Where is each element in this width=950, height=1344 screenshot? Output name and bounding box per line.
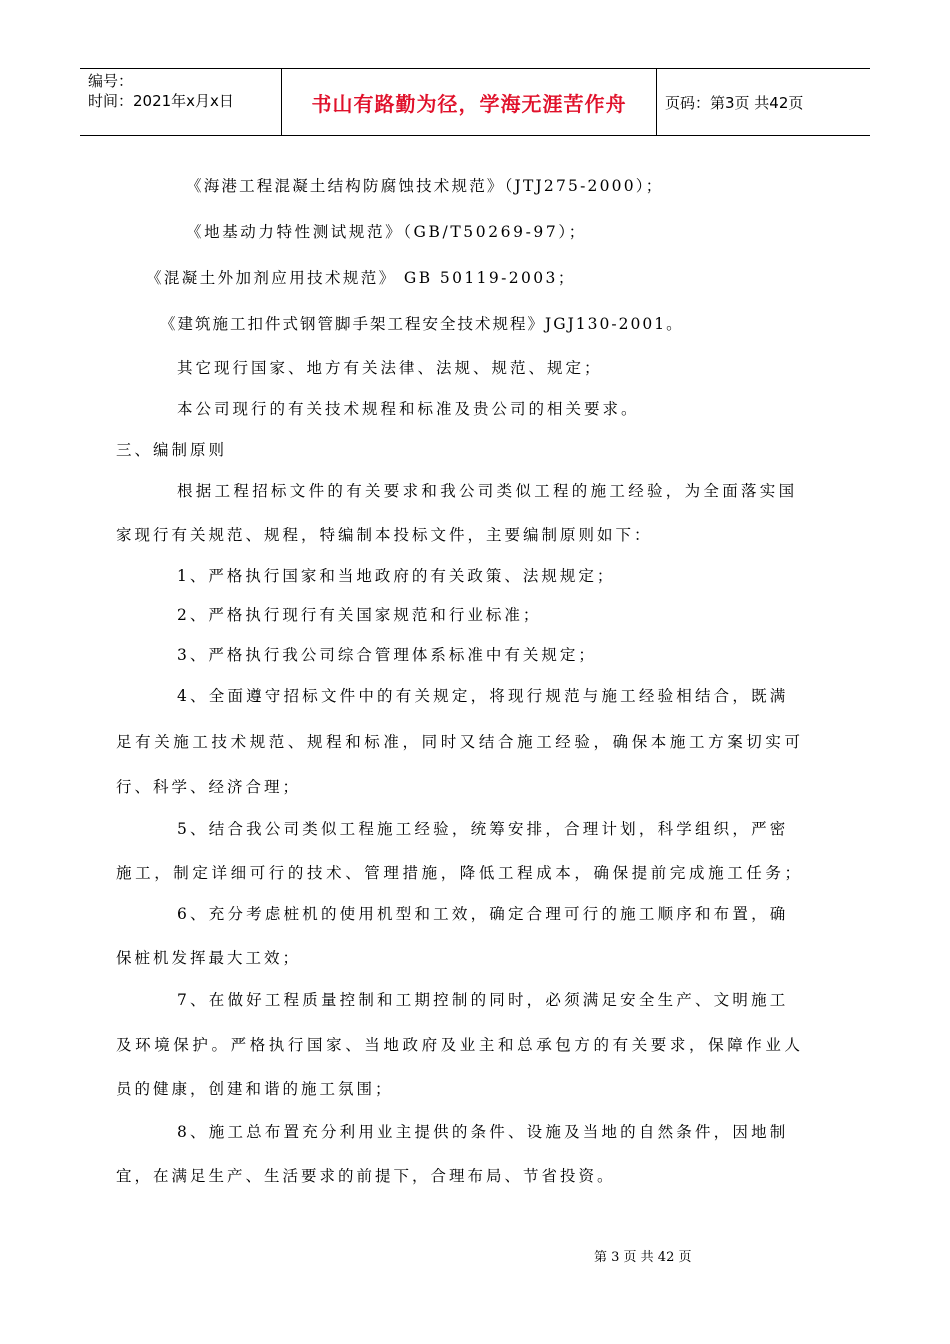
header-page-info: 页码：第3页 共42页 (665, 93, 804, 112)
header-table (80, 68, 870, 136)
body-line: 《海港工程混凝土结构防腐蚀技术规范》（JTJ275-2000）； (186, 177, 664, 195)
body-line: 7、在做好工程质量控制和工期控制的同时，必须满足安全生产、文明施工 (177, 991, 789, 1009)
body-line: 保桩机发挥最大工效； (116, 949, 302, 967)
body-line: 员的健康，创建和谐的施工氛围； (116, 1080, 394, 1098)
number-label: 编号： (88, 72, 134, 90)
body-line: 5、结合我公司类似工程施工经验，统筹安排，合理计划，科学组织，严密 (177, 820, 789, 838)
body-line: 8、施工总布置充分利用业主提供的条件、设施及当地的自然条件，因地制 (177, 1123, 789, 1141)
body-line: 《混凝土外加剂应用技术规范》 GB 50119-2003； (146, 269, 576, 287)
body-line: 4、全面遵守招标文件中的有关规定，将现行规范与施工经验相结合，既满 (177, 687, 789, 705)
body-line: 1、严格执行国家和当地政府的有关政策、法规规定； (177, 567, 616, 585)
body-line: 2、严格执行现行有关国家规范和行业标准； (177, 606, 542, 624)
header-meta-cell (80, 69, 282, 135)
body-line: 《建筑施工扣件式钢管脚手架工程安全技术规程》JGJ130-2001。 (160, 315, 684, 333)
body-line: 及环境保护。严格执行国家、当地政府及业主和总承包方的有关要求，保障作业人 (116, 1036, 804, 1054)
body-line: 本公司现行的有关技术规程和标准及贵公司的相关要求。 (177, 400, 640, 418)
body-line: 足有关施工技术规范、规程和标准，同时又结合施工经验，确保本施工方案切实可 (116, 733, 804, 751)
body-line: 家现行有关规范、规程，特编制本投标文件，主要编制原则如下： (116, 526, 653, 544)
body-line: 根据工程招标文件的有关要求和我公司类似工程的施工经验，为全面落实国 (177, 482, 798, 500)
body-line: 施工，制定详细可行的技术、管理措施，降低工程成本，确保提前完成施工任务； (116, 864, 804, 882)
body-line: 其它现行国家、地方有关法律、法规、规范、规定； (177, 359, 603, 377)
body-line: 6、充分考虑桩机的使用机型和工效，确定合理可行的施工顺序和布置，确 (177, 905, 789, 923)
body-line: 3、严格执行我公司综合管理体系标准中有关规定； (177, 646, 597, 664)
body-line: 宜，在满足生产、生活要求的前提下，合理布局、节省投资。 (116, 1167, 616, 1185)
time-label: 时间：2021年x月x日 (88, 92, 234, 110)
footer-page-number: 第 3 页 共 42 页 (594, 1250, 692, 1265)
body-line: 《地基动力特性测试规范》（GB/T50269-97）； (186, 223, 587, 241)
body-line: 行、科学、经济合理； (116, 778, 302, 796)
header-motto: 书山有路勤为径，学海无涯苦作舟 (282, 69, 657, 135)
section-heading: 三、编制原则 (116, 441, 228, 459)
